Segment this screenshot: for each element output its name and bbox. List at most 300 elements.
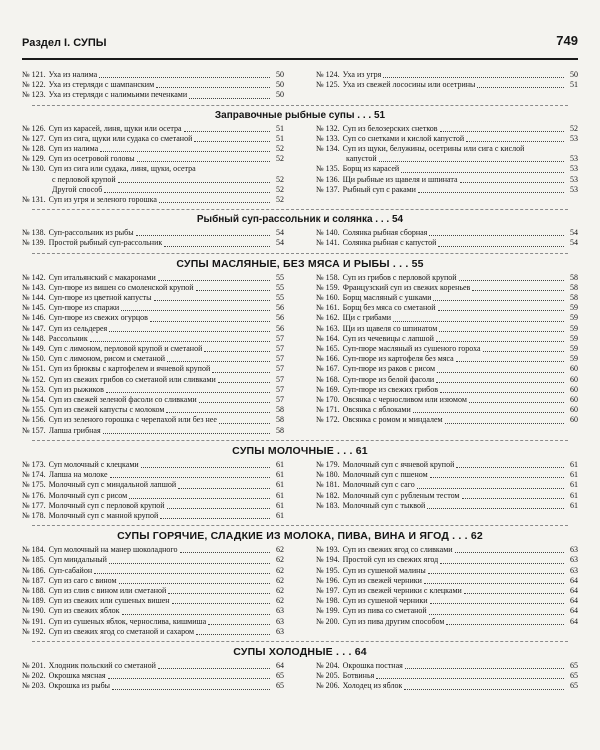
recipe-title: Суп из свежих яблок — [48, 606, 120, 616]
toc-entry[interactable] — [22, 566, 284, 576]
toc-entry[interactable] — [316, 460, 578, 470]
dot-leader — [427, 508, 564, 509]
toc-column-left — [22, 460, 284, 521]
page-reference: 58 — [570, 282, 578, 292]
toc-entry[interactable] — [316, 283, 578, 293]
toc-entry[interactable] — [316, 273, 578, 283]
toc-entry[interactable] — [316, 375, 578, 385]
section-separator — [32, 525, 568, 526]
recipe-number: № 194. — [316, 555, 340, 565]
recipe-number: № 175. — [22, 480, 46, 490]
recipe-title: Суп из налима — [48, 144, 99, 154]
toc-entry[interactable] — [316, 228, 578, 238]
recipe-title: капустой — [346, 154, 377, 164]
page-reference: 60 — [570, 405, 578, 415]
page-reference: 64 — [570, 596, 578, 606]
dot-leader — [122, 614, 270, 615]
toc-entry[interactable] — [316, 671, 578, 681]
toc-entry[interactable] — [22, 313, 284, 323]
toc-entry[interactable] — [22, 238, 284, 248]
dot-leader — [460, 182, 564, 183]
toc-entry[interactable] — [316, 617, 578, 627]
recipe-title: Щи с грибами — [342, 313, 392, 323]
recipe-number: № 156. — [22, 415, 46, 425]
toc-entry[interactable] — [22, 576, 284, 586]
recipe-title: Суп из щуки, белужины, осетрины или сига с кислой — [342, 144, 525, 154]
toc-entry[interactable] — [316, 470, 578, 480]
dot-leader — [472, 290, 564, 291]
page-reference: 60 — [570, 395, 578, 405]
page-reference: 61 — [276, 510, 284, 520]
toc-section — [22, 214, 578, 248]
recipe-number: № 205. — [316, 671, 340, 681]
page-reference: 62 — [276, 555, 284, 565]
toc-entry[interactable] — [316, 566, 578, 576]
recipe-number: № 161. — [316, 303, 340, 313]
toc-entry[interactable] — [316, 395, 578, 405]
dot-leader — [393, 321, 564, 322]
section-heading: СУПЫ ГОРЯЧИЕ, СЛАДКИЕ ИЗ МОЛОКА, ПИВА, ВИНА И ЯГОД . . . 62 — [117, 530, 483, 543]
toc-entry[interactable] — [22, 334, 284, 344]
toc-columns — [22, 460, 578, 521]
toc-entry[interactable] — [22, 134, 284, 144]
toc-entry[interactable] — [22, 405, 284, 415]
recipe-number: № 140. — [316, 228, 340, 238]
toc-entry[interactable] — [22, 175, 284, 185]
recipe-title: Суп из сига, щуки или судака со сметаной — [48, 133, 193, 143]
toc-entry[interactable] — [316, 313, 578, 323]
page-reference: 50 — [570, 70, 578, 79]
recipe-title: Уха из угря — [342, 70, 382, 79]
recipe-title: Суп-пюре из цветной капусты — [48, 293, 152, 303]
dot-leader — [194, 141, 270, 142]
toc-entry[interactable] — [316, 324, 578, 334]
page-reference: 57 — [276, 395, 284, 405]
recipe-number: № 182. — [316, 490, 340, 500]
page-reference: 65 — [570, 681, 578, 691]
recipe-number: № 206. — [316, 681, 340, 691]
recipe-title: Суп из осетровой головы — [48, 154, 135, 164]
recipe-title: Суп-пюре из свежих грибов — [342, 384, 439, 394]
toc-entry[interactable] — [316, 175, 578, 185]
dot-leader — [118, 182, 270, 183]
recipe-number: № 193. — [316, 545, 340, 555]
section-heading: СУПЫ МАСЛЯНЫЕ, БЕЗ МЯСА И РЫБЫ . . . 55 — [176, 257, 424, 270]
recipe-title: Борщ из карасей — [342, 164, 400, 174]
recipe-title: Суп с лимоном, перловой крупой и сметаной — [48, 344, 203, 354]
page-number: 749 — [556, 33, 578, 48]
page-reference: 52 — [570, 123, 578, 133]
toc-entry[interactable] — [22, 661, 284, 671]
page-reference: 63 — [276, 626, 284, 636]
toc-entry[interactable] — [22, 501, 284, 511]
recipe-number: № 179. — [316, 459, 340, 469]
dot-leader — [90, 341, 270, 342]
recipe-title: Суп из белозерских снетков — [342, 123, 438, 133]
dot-leader — [440, 392, 564, 393]
toc-entry[interactable] — [22, 385, 284, 395]
page-reference: 55 — [276, 282, 284, 292]
recipe-title: Суп из свежих ягод со сливками — [342, 545, 453, 555]
toc-column-left — [22, 70, 284, 101]
toc-column-right — [316, 228, 578, 248]
toc-column-left — [22, 273, 284, 436]
dot-leader — [110, 477, 270, 478]
toc-entry[interactable] — [316, 364, 578, 374]
toc-entry[interactable] — [316, 144, 578, 154]
recipe-title: Щи рыбные из щавеля и шпината — [342, 174, 458, 184]
recipe-number: № 141. — [316, 238, 340, 248]
section-heading: СУПЫ ХОЛОДНЫЕ . . . 64 — [233, 645, 367, 658]
dot-leader — [106, 392, 270, 393]
recipe-number: № 143. — [22, 282, 46, 292]
toc-entry[interactable] — [22, 596, 284, 606]
toc-entry[interactable] — [22, 273, 284, 283]
toc-entry[interactable] — [316, 480, 578, 490]
page-reference: 57 — [276, 344, 284, 354]
dot-leader — [430, 603, 564, 604]
toc-entry[interactable] — [22, 80, 284, 90]
recipe-number: № 128. — [22, 144, 46, 154]
recipe-title: Суп миндальный — [48, 555, 107, 565]
dot-leader — [103, 433, 270, 434]
recipe-title: Суп из сушеных яблок, чернослива, кишмиша — [48, 616, 207, 626]
section-heading: Заправочные рыбные супы . . . 51 — [214, 109, 386, 121]
toc-entry[interactable] — [316, 154, 578, 164]
recipe-number: № 176. — [22, 490, 46, 500]
page-reference: 50 — [276, 90, 284, 100]
recipe-number: № 138. — [22, 228, 46, 238]
recipe-number: № 121. — [22, 70, 46, 79]
page-reference: 62 — [276, 565, 284, 575]
page-reference: 62 — [276, 596, 284, 606]
toc-column-right — [316, 460, 578, 521]
toc-entry[interactable] — [22, 470, 284, 480]
recipe-title: Суп из свежей черники — [342, 575, 422, 585]
page-reference: 61 — [570, 459, 578, 469]
dot-leader — [376, 678, 564, 679]
dot-leader — [379, 161, 564, 162]
dot-leader — [418, 192, 564, 193]
toc-entry[interactable] — [316, 545, 578, 555]
toc-columns — [22, 661, 578, 692]
recipe-title: Лапша на молоке — [48, 470, 108, 480]
toc-entry[interactable] — [22, 228, 284, 238]
toc-entry[interactable] — [22, 426, 284, 436]
recipe-number: № 171. — [316, 405, 340, 415]
dot-leader — [208, 624, 270, 625]
recipe-number: № 183. — [316, 500, 340, 510]
page-reference: 61 — [276, 470, 284, 480]
recipe-title: Суп-пюре из спаржи — [48, 303, 120, 313]
toc-entry[interactable] — [22, 586, 284, 596]
toc-entry[interactable] — [316, 606, 578, 616]
dot-leader — [189, 98, 270, 99]
toc-entry[interactable] — [316, 80, 578, 90]
recipe-number: № 204. — [316, 660, 340, 670]
recipe-number: № 184. — [22, 545, 46, 555]
toc-entry[interactable] — [316, 385, 578, 395]
toc-column-left — [22, 228, 284, 248]
recipe-number: № 173. — [22, 459, 46, 469]
page-reference: 50 — [276, 80, 284, 90]
section-separator — [32, 105, 568, 106]
toc-entry[interactable] — [22, 627, 284, 637]
recipe-number: № 180. — [316, 470, 340, 480]
recipe-title: Уха из стерляди с налимьими печенками — [48, 90, 188, 100]
toc-entry[interactable] — [22, 344, 284, 354]
page-reference: 58 — [276, 425, 284, 435]
toc-columns — [22, 228, 578, 248]
toc-section — [22, 258, 578, 436]
recipe-title: Суп со снетками и кислой капустой — [342, 133, 465, 143]
dot-leader — [100, 151, 270, 152]
toc-entry[interactable] — [316, 415, 578, 425]
dot-leader — [424, 583, 564, 584]
page-header — [22, 32, 578, 60]
toc-entry[interactable] — [316, 134, 578, 144]
page-reference: 61 — [276, 480, 284, 490]
toc-entry[interactable] — [22, 460, 284, 470]
dot-leader — [401, 172, 564, 173]
page-reference: 64 — [276, 660, 284, 670]
toc-entry[interactable] — [22, 375, 284, 385]
recipe-title: Суп из сельдерея — [48, 323, 108, 333]
recipe-number: № 197. — [316, 585, 340, 595]
toc-entry[interactable] — [22, 415, 284, 425]
section-heading: СУПЫ МОЛОЧНЫЕ . . . 61 — [232, 444, 368, 457]
page-reference: 64 — [570, 606, 578, 616]
toc-entry[interactable] — [22, 185, 284, 195]
recipe-title: Рассольник — [48, 333, 88, 343]
page-reference: 56 — [276, 303, 284, 313]
toc-entry[interactable] — [316, 70, 578, 80]
page-reference: 63 — [570, 565, 578, 575]
toc-entry[interactable] — [22, 90, 284, 100]
dot-leader — [136, 235, 270, 236]
page-reference: 57 — [276, 374, 284, 384]
toc-entry[interactable] — [22, 364, 284, 374]
recipe-number: № 125. — [316, 80, 340, 90]
recipe-number: № 154. — [22, 395, 46, 405]
page-reference: 63 — [276, 616, 284, 626]
page-reference: 50 — [276, 70, 284, 79]
dot-leader — [438, 310, 564, 311]
page-reference: 53 — [570, 174, 578, 184]
recipe-title: Окрошка из рыбы — [48, 681, 111, 691]
recipe-title: Ботвинья — [342, 671, 375, 681]
dot-leader — [158, 280, 270, 281]
dot-leader — [159, 202, 270, 203]
recipe-title: Суп из рыжиков — [48, 384, 104, 394]
dot-leader — [413, 412, 564, 413]
dot-leader — [172, 603, 270, 604]
recipe-title: Суп-пюре из белой фасоли — [342, 374, 435, 384]
page-reference: 63 — [276, 606, 284, 616]
dot-leader — [438, 246, 564, 247]
toc-entry[interactable] — [316, 354, 578, 364]
toc-entry[interactable] — [22, 617, 284, 627]
toc-entry[interactable] — [22, 70, 284, 80]
dot-leader — [436, 382, 564, 383]
toc-entry[interactable] — [316, 303, 578, 313]
toc-column-left — [22, 661, 284, 692]
toc-section — [22, 445, 578, 521]
dot-leader — [477, 87, 564, 88]
page-reference: 53 — [570, 184, 578, 194]
recipe-title: Суп из свежих или сушеных вишен — [48, 596, 170, 606]
toc-entry[interactable] — [316, 185, 578, 195]
recipe-title: Суп-пюре из раков с рисом — [342, 364, 436, 374]
recipe-title: Окрошка постная — [342, 660, 403, 670]
dot-leader — [428, 573, 564, 574]
dot-leader — [212, 372, 270, 373]
recipe-title: Рыбный суп с раками — [342, 184, 416, 194]
recipe-number: № 166. — [316, 354, 340, 364]
page-reference: 65 — [276, 681, 284, 691]
recipe-number: № 134. — [316, 144, 340, 154]
recipe-title: Простой рыбный суп-рассольник — [48, 238, 163, 248]
toc-entry[interactable] — [316, 238, 578, 248]
page-reference: 55 — [276, 293, 284, 303]
toc-entry[interactable] — [316, 293, 578, 303]
page-reference: 53 — [570, 133, 578, 143]
page-reference: 51 — [570, 80, 578, 90]
toc-entry[interactable] — [316, 334, 578, 344]
section-separator — [32, 440, 568, 441]
toc-entry[interactable] — [316, 164, 578, 174]
recipe-title: Суп-рассольник из рыбы — [48, 228, 134, 238]
page-reference: 63 — [570, 545, 578, 555]
section-separator — [32, 209, 568, 210]
toc-entry[interactable] — [22, 545, 284, 555]
recipe-title: Суп из сушеной черники — [342, 596, 428, 606]
recipe-title: Уха из свежей лососины или осетрины — [342, 80, 476, 90]
recipe-title: Молочный суп с манной крупой — [48, 510, 159, 520]
toc-entry[interactable] — [316, 124, 578, 134]
toc-section — [22, 530, 578, 637]
dot-leader — [455, 552, 564, 553]
toc-entry[interactable] — [316, 586, 578, 596]
toc-entry[interactable] — [22, 671, 284, 681]
toc-entry[interactable] — [22, 480, 284, 490]
page-reference: 65 — [570, 660, 578, 670]
recipe-number: № 150. — [22, 354, 46, 364]
recipe-number: № 149. — [22, 344, 46, 354]
recipe-title: Простой суп из свежих ягод — [342, 555, 439, 565]
toc-entry[interactable] — [316, 596, 578, 606]
recipe-title: Овсянка с черносливом или изюмом — [342, 395, 467, 405]
recipe-title: Овсянка с ромом и миндалем — [342, 415, 443, 425]
recipe-title: Молочный суп с ячневой крупой — [342, 459, 455, 469]
toc-entry[interactable] — [22, 195, 284, 205]
recipe-title: Солянка рыбная сборная — [342, 228, 428, 238]
recipe-title: Другой способ — [52, 184, 103, 194]
dot-leader — [439, 331, 564, 332]
dot-leader — [204, 351, 270, 352]
page-reference: 57 — [276, 333, 284, 343]
dot-leader — [109, 331, 270, 332]
page-reference: 54 — [570, 228, 578, 238]
toc-entry[interactable] — [316, 344, 578, 354]
dot-leader — [180, 552, 271, 553]
recipe-number: № 146. — [22, 313, 46, 323]
toc-entry[interactable] — [316, 405, 578, 415]
toc-entry[interactable] — [22, 154, 284, 164]
toc-entry[interactable] — [316, 501, 578, 511]
toc-entry[interactable] — [316, 661, 578, 671]
section-title: Раздел I. СУПЫ — [22, 37, 107, 49]
toc-entry[interactable] — [22, 303, 284, 313]
toc-entry[interactable] — [316, 681, 578, 691]
recipe-number: № 170. — [316, 395, 340, 405]
recipe-number: № 181. — [316, 480, 340, 490]
toc-section — [22, 646, 578, 692]
toc-entry[interactable] — [22, 395, 284, 405]
dot-leader — [168, 593, 270, 594]
dot-leader — [184, 131, 270, 132]
dot-leader — [469, 402, 564, 403]
recipe-number: № 187. — [22, 575, 46, 585]
page-reference: 60 — [570, 374, 578, 384]
toc-entry[interactable] — [22, 681, 284, 691]
toc-entry[interactable] — [22, 606, 284, 616]
recipe-title: с перловой крупой — [52, 174, 116, 184]
toc-entry[interactable] — [22, 491, 284, 501]
toc-entry[interactable] — [316, 576, 578, 586]
page-reference: 61 — [276, 490, 284, 500]
page-reference: 64 — [570, 616, 578, 626]
recipe-title: Суп итальянский с макаронами — [48, 272, 156, 282]
recipe-title: Суп из пива со сметаной — [342, 606, 427, 616]
toc-entry[interactable] — [22, 144, 284, 154]
recipe-title: Щи из щавеля со шпинатом — [342, 323, 438, 333]
recipe-title: Солянка рыбная с капустой — [342, 238, 437, 248]
toc-entry[interactable] — [22, 555, 284, 565]
recipe-title: Суп из брюквы с картофелем и ячневой крупой — [48, 364, 211, 374]
recipe-title: Молочный суп с рубленым тестом — [342, 490, 460, 500]
toc-entry[interactable] — [22, 293, 284, 303]
toc-entry[interactable] — [316, 555, 578, 565]
dot-leader — [218, 382, 270, 383]
recipe-title: Молочный суп с перловой крупой — [48, 500, 165, 510]
page-reference: 59 — [570, 323, 578, 333]
toc-entry[interactable] — [22, 283, 284, 293]
toc-entry[interactable] — [22, 164, 284, 174]
toc-entry[interactable] — [22, 124, 284, 134]
recipe-title: Молочный суп с тыквой — [342, 500, 426, 510]
page-reference: 57 — [276, 364, 284, 374]
recipe-number: № 130. — [22, 164, 46, 174]
recipe-number: № 124. — [316, 70, 340, 79]
toc-entry[interactable] — [22, 511, 284, 521]
toc-column-left — [22, 545, 284, 637]
recipe-number: № 144. — [22, 293, 46, 303]
recipe-title: Суп с лимоном, рисом и сметаной — [48, 354, 166, 364]
recipe-number: № 164. — [316, 333, 340, 343]
recipe-title: Уха из стерляди с шампанским — [48, 80, 155, 90]
recipe-number: № 159. — [316, 282, 340, 292]
toc-entry[interactable] — [22, 354, 284, 364]
page-reference: 61 — [570, 490, 578, 500]
toc-column-right — [316, 661, 578, 692]
toc-entry[interactable] — [316, 491, 578, 501]
dot-leader — [196, 290, 270, 291]
recipe-number: № 174. — [22, 470, 46, 480]
toc-column-right — [316, 273, 578, 436]
page-reference: 54 — [276, 238, 284, 248]
toc-entry[interactable] — [22, 324, 284, 334]
